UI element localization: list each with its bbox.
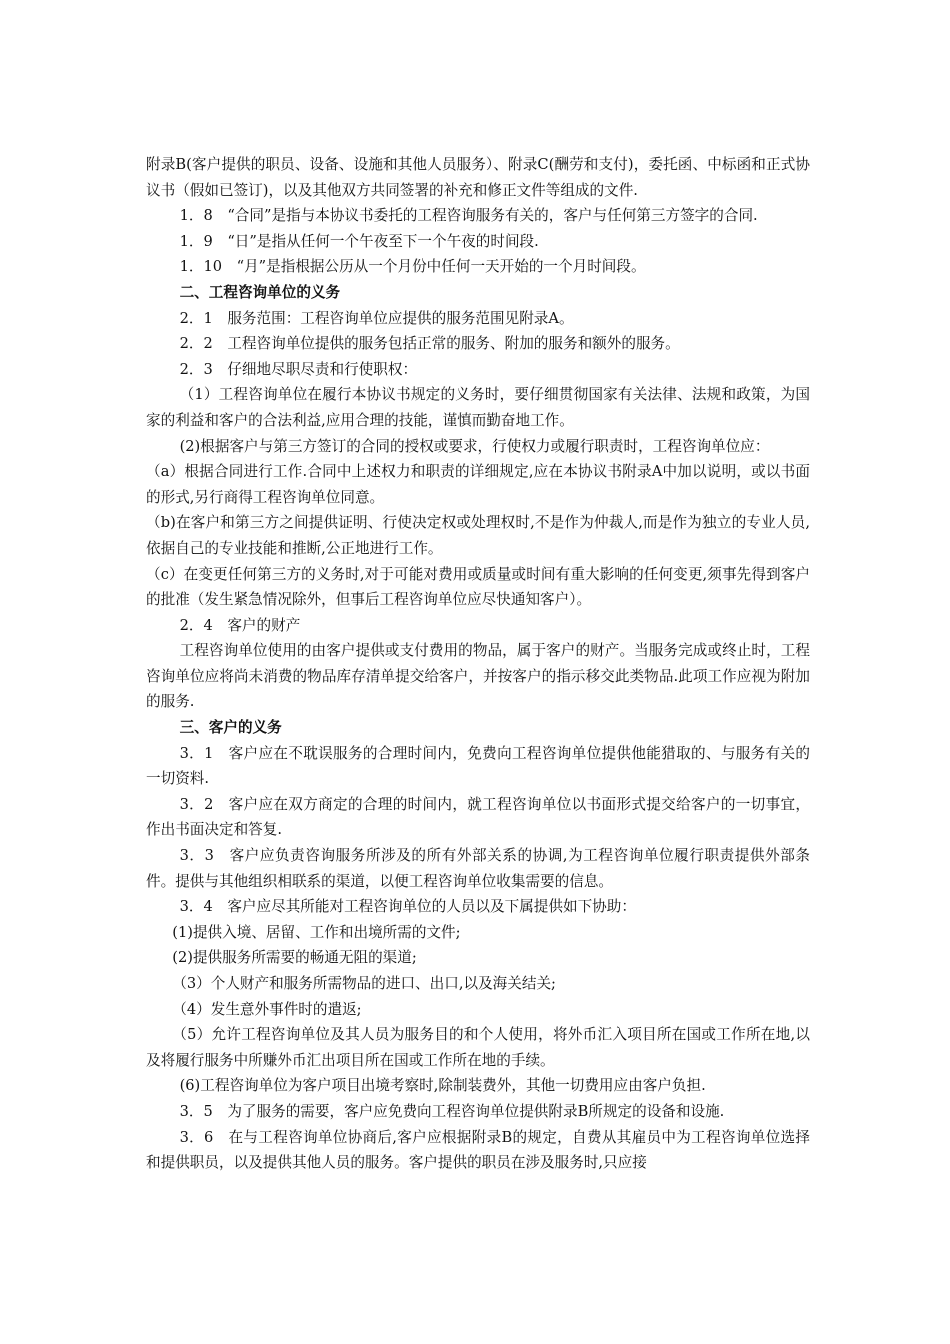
list-item: (2)提供服务所需要的畅通无阻的渠道; <box>172 949 417 967</box>
paragraph: （a）根据合同进行工作.合同中上述权力和职责的详细规定,应在本协议书附录A中加以说明，或以书面的形式,另行商得工程咨询单位同意。 <box>146 463 810 506</box>
paragraph: 3．4 客户应尽其所能对工程咨询单位的人员以及下属提供如下协助： <box>179 898 636 916</box>
paragraph: （c）在变更任何第三方的义务时,对于可能对费用或质量或时间有重大影响的任何变更,须事先得到客户的批准（发生紧急情况除外，但事后工程咨询单位应尽快通知客户）。 <box>146 565 810 609</box>
paragraph: 3．6 在与工程咨询单位协商后,客户应根据附录B的规定，自费从其雇员中为工程咨询单位选择和提供职员，以及提供其他人员的服务。客户提供的职员在涉及服务时,只应接 <box>146 1128 810 1172</box>
paragraph: 2．4 客户的财产 <box>179 616 301 634</box>
list-item: （3）个人财产和服务所需物品的进口、出口,以及海关结关; <box>172 975 556 992</box>
paragraph: 2．1 服务范围：工程咨询单位应提供的服务范围见附录A。 <box>179 309 574 327</box>
paragraph: 2．2 工程咨询单位提供的服务包括正常的服务、附加的服务和额外的服务。 <box>179 335 680 353</box>
paragraph: 1．10 “月”是指根据公历从一个月份中任何一天开始的一个月时间段。 <box>179 258 646 276</box>
paragraph: (2)根据客户与第三方签订的合同的授权或要求，行使权力或履行职责时，工程咨询单位应： <box>179 437 770 455</box>
paragraph: 2．3 仔细地尽职尽责和行使职权： <box>179 360 418 378</box>
paragraph: 3．3 客户应负责咨询服务所涉及的所有外部关系的协调,为工程咨询单位履行职责提供外部条件。提供与其他组织相联系的渠道，以便工程咨询单位收集需要的信息。 <box>146 847 810 890</box>
list-item: (1)提供入境、居留、工作和出境所需的文件; <box>172 923 461 941</box>
paragraph: 附录B(客户提供的职员、设备、设施和其他人员服务）、附录C(酬劳和支付)，委托函、中标函和正式协议书（假如已签订)，以及其他双方共同签署的补充和修正文件等组成的文件. <box>146 156 810 199</box>
list-item: （5）允许工程咨询单位及其人员为服务目的和个人使用，将外币汇入项目所在国或工作所在地,以及将履行服务中所赚外币汇出项目所在国或工作所在地的手续。 <box>146 1026 810 1069</box>
section-heading: 二、工程咨询单位的义务 <box>179 283 341 301</box>
paragraph: 3．5 为了服务的需要，客户应免费向工程咨询单位提供附录B所规定的设备和设施. <box>179 1102 725 1120</box>
paragraph: （1）工程咨询单位在履行本协议书规定的义务时，要仔细贯彻国家有关法律、法规和政策，为国家的利益和客户的合法利益,应用合理的技能，谨慎而勤奋地工作。 <box>146 386 810 429</box>
paragraph: （b)在客户和第三方之间提供证明、行使决定权或处理权时,不是作为仲裁人,而是作为独立的专业人员,依据自己的专业技能和推断,公正地进行工作。 <box>146 514 810 557</box>
paragraph: 工程咨询单位使用的由客户提供或支付费用的物品，属于客户的财产。当服务完成或终止时，工程咨询单位应将尚未消费的物品库存清单提交给客户，并按客户的指示移交此类物品.此项工作应视为附加的服务. <box>146 642 810 711</box>
list-item: （4）发生意外事件时的遣返; <box>172 1000 362 1018</box>
paragraph: (6)工程咨询单位为客户项目出境考察时,除制装费外，其他一切费用应由客户负担. <box>179 1077 706 1095</box>
paragraph: 1．9 “日”是指从任何一个午夜至下一个午夜的时间段. <box>179 232 539 250</box>
paragraph: 3．2 客户应在双方商定的合理的时间内，就工程咨询单位以书面形式提交给客户的一切事宜，作出书面决定和答复. <box>146 795 810 839</box>
paragraph: 1．8 “合同”是指与本协议书委托的工程咨询服务有关的，客户与任何第三方签字的合同. <box>179 207 758 225</box>
section-heading: 三、客户的义务 <box>179 719 282 737</box>
paragraph: 3．1 客户应在不耽误服务的合理时间内，免费向工程咨询单位提供他能猎取的、与服务有关的一切资料. <box>146 744 810 788</box>
document-page <box>146 152 810 1176</box>
